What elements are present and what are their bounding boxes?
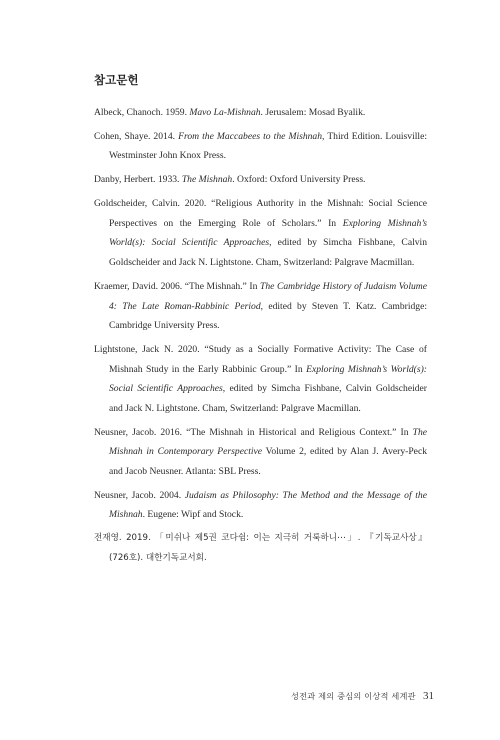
- reference-text: , Third Edition. Louisville: Westminster John Knox Press.: [109, 130, 427, 162]
- reference-text: Albeck, Chanoch. 1959.: [94, 107, 190, 118]
- reference-list: [94, 103, 427, 573]
- reference-text: , edited by Simcha Fishbane, Calvin Goldscheider and Jack N. Lightstone. Cham, Switzerland: Palgrave Macmillan.: [109, 237, 427, 269]
- page-number: 31: [423, 690, 434, 702]
- reference-entry: [94, 127, 427, 166]
- reference-text: Neusner, Jacob. 2004.: [94, 489, 185, 501]
- reference-title: Mavo La-Mishnah: [189, 107, 261, 118]
- reference-text: Cohen, Shaye. 2014.: [94, 130, 179, 142]
- reference-text: Kraemer, David. 2006. “The Mishnah.” In: [94, 280, 260, 292]
- reference-entry: [94, 170, 427, 190]
- reference-text: Goldscheider, Calvin. 2020. “Religious Authority in the Mishnah: Social Science Perspectives on the Emerging Role of Scholars.” In: [94, 198, 427, 229]
- reference-text: Neusner, Jacob. 2016. “The Mishnah in Historical and Religious Context.” In: [94, 426, 413, 438]
- reference-text: , edited by Steven T. Katz. Cambridge: Cambridge University Press.: [109, 300, 427, 332]
- page-footer: [291, 690, 434, 702]
- reference-text: Volume 2, edited by Alan J. Avery-Peck and Jacob Neusner. Atlanta: SBL Press.: [109, 446, 427, 477]
- reference-title: Exploring Mishnah’s World(s): Social Scientific Approaches: [109, 217, 427, 249]
- reference-title: Judaism as Philosophy: The Method and the Message of the Mishnah: [109, 489, 427, 521]
- running-footer: 성전과 제의 중심의 이상적 세계관: [291, 691, 416, 701]
- reference-text: 전재영. 2019. 「미쉬나 제5권 코다쉼: 이는 지극히 거룩하니⋯」. 『기독교사상』 (726호). 대한기독교서회.: [94, 533, 427, 563]
- reference-text: . Oxford: Oxford University Press.: [232, 174, 366, 186]
- reference-text: . Jerusalem: Mosad Byalik.: [260, 107, 366, 118]
- reference-text: , edited by Simcha Fishbane, Calvin Goldscheider and Jack N. Lightstone. Cham, Switzerland: Palgrave Macmillan.: [109, 383, 427, 414]
- reference-title: The Mishnah in Contemporary Perspective: [109, 426, 427, 458]
- reference-title: The Cambridge History of Judaism Volume 4: The Late Roman-Rabbinic Period: [109, 280, 427, 312]
- reference-text: Lightstone, Jack N. 2020. “Study as a Socially Formative Activity: The Case of Mishnah Study in the Early Rabbinic Group.” In: [94, 344, 427, 375]
- reference-title: From the Maccabees to the Mishnah: [178, 130, 323, 142]
- reference-entry: [94, 277, 427, 336]
- reference-entry: [94, 486, 427, 525]
- reference-text: . Eugene: Wipf and Stock.: [142, 509, 244, 521]
- reference-title: Exploring Mishnah’s World(s): Social Scientific Approaches: [109, 363, 427, 395]
- reference-entry: [94, 194, 427, 272]
- reference-entry: [94, 423, 427, 482]
- section-title: 참고문헌: [94, 73, 139, 87]
- reference-entry: [94, 529, 427, 568]
- reference-entry: [94, 340, 427, 418]
- reference-entry: [94, 103, 427, 123]
- reference-title: The Mishnah: [181, 174, 233, 186]
- reference-text: Danby, Herbert. 1933.: [94, 174, 182, 186]
